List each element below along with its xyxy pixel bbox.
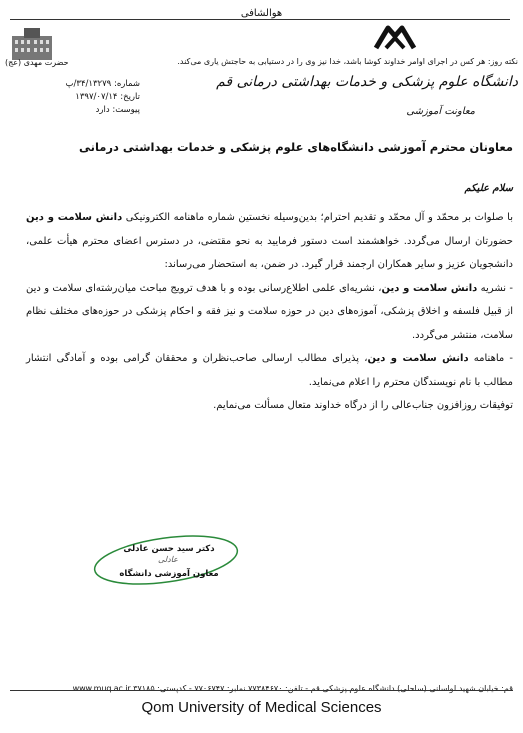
- footer-rule: [10, 690, 513, 691]
- p3-text-b: ، پذیرای مطالب ارسالی صاحب‌نظران و محققان گرامی بوده و آمادگی انتشار مطالب با نام نویسندگان محترم را اعلام می‌نماید.: [26, 353, 513, 388]
- paragraph-1: [26, 206, 513, 277]
- journal-name: دانش سلامت و دین: [26, 212, 123, 223]
- footer-address: قم: خیابان شهید لواسانی (ساحلی) دانشگاه علوم پزشکی قم - تلفن: ۷۷۳۸۴۶۷۰ نمابر: ۷۷۰۶۷۴۷ - کدپستی: ۳۷۱۸۵ www.muq.ac.ir: [72, 684, 513, 693]
- journal-name: دانش سلامت و دین: [367, 353, 469, 364]
- top-label: هوالشافی: [240, 8, 283, 19]
- university-name: دانشگاه علوم پزشکی و خدمات بهداشتی درمانی قم: [216, 74, 518, 90]
- letter-attachment: پیوست: دارد: [95, 105, 140, 115]
- p2-text-a: - نشریه: [480, 282, 513, 294]
- letter-body: [26, 206, 513, 418]
- p1-text-b: و آل محمّد: [388, 212, 433, 223]
- letter-number: شماره: ۳۴/۱۳۲۷۹/پ: [65, 79, 140, 89]
- signer-name: دکتر سید حسن عادلی: [123, 544, 215, 554]
- letter-meta: [10, 78, 140, 117]
- signature-mark: عادلی: [158, 555, 178, 564]
- p3-text-a: - ماهنامه: [473, 353, 514, 364]
- paragraph-4: توفیقات روزافزون جناب‌عالی را از درگاه خداوند متعال مسألت می‌نمایم.: [213, 400, 513, 411]
- department-name: معاونت آموزشی: [406, 106, 475, 117]
- signer-title: معاون آموزشی دانشگاه: [119, 569, 219, 579]
- paragraph-3: [26, 347, 513, 394]
- university-building-icon: [10, 26, 54, 62]
- top-rule: [10, 19, 510, 20]
- recipient-line: معاونان محترم آموزشی دانشگاه‌های علوم پزشکی و خدمات بهداشتی درمانی: [79, 140, 513, 154]
- journal-name: دانش سلامت و دین: [381, 282, 478, 294]
- university-logo-icon: [372, 22, 418, 52]
- p1-text-c: و تقدیم احترام؛ بدین‌وسیله نخستین شماره ماهنامه الکترونیکی: [125, 212, 385, 223]
- p1-text-a: با صلوات بر محمّد: [436, 212, 513, 223]
- letter-date: تاریخ: ۱۳۹۷/۰۷/۱۴: [75, 92, 140, 102]
- p1-text-d: حضورتان ارسال می‌گردد. خواهشمند است دستور فرمایید به نحو مقتضی، در دسترس اعضای محترم هیأت علمی، دانشجویان عزیز و سایر همکاران ارجمند قرار گیرد. در ضمن، به استحضار می‌رساند:: [26, 235, 513, 270]
- greeting: سلام علیکم: [464, 183, 513, 194]
- p2-text-b: ، نشریه‌ای علمی اطلاع‌رسانی بوده و با هدف ترویج مباحث میان‌رشته‌ای سلامت و دین از قبیل فلسفه و اخلاق پزشکی، آموزه‌های دین در حوزه سلامت و نیز فقه و احکام پزشکی در حوزه‌های مختلف نظام سلامت، منتشر می‌گردد.: [26, 282, 513, 341]
- footer-university-english: Qom University of Medical Sciences: [141, 699, 382, 716]
- daily-motto: نکته روز: هر کس در اجرای اوامر خداوند کوشا باشد، خدا نیز وی را در دستیابی به حاجتش یاری می‌کند.: [177, 57, 518, 66]
- hazrat-label: حضرت مهدی (عج): [5, 58, 69, 67]
- paragraph-2: [26, 277, 513, 348]
